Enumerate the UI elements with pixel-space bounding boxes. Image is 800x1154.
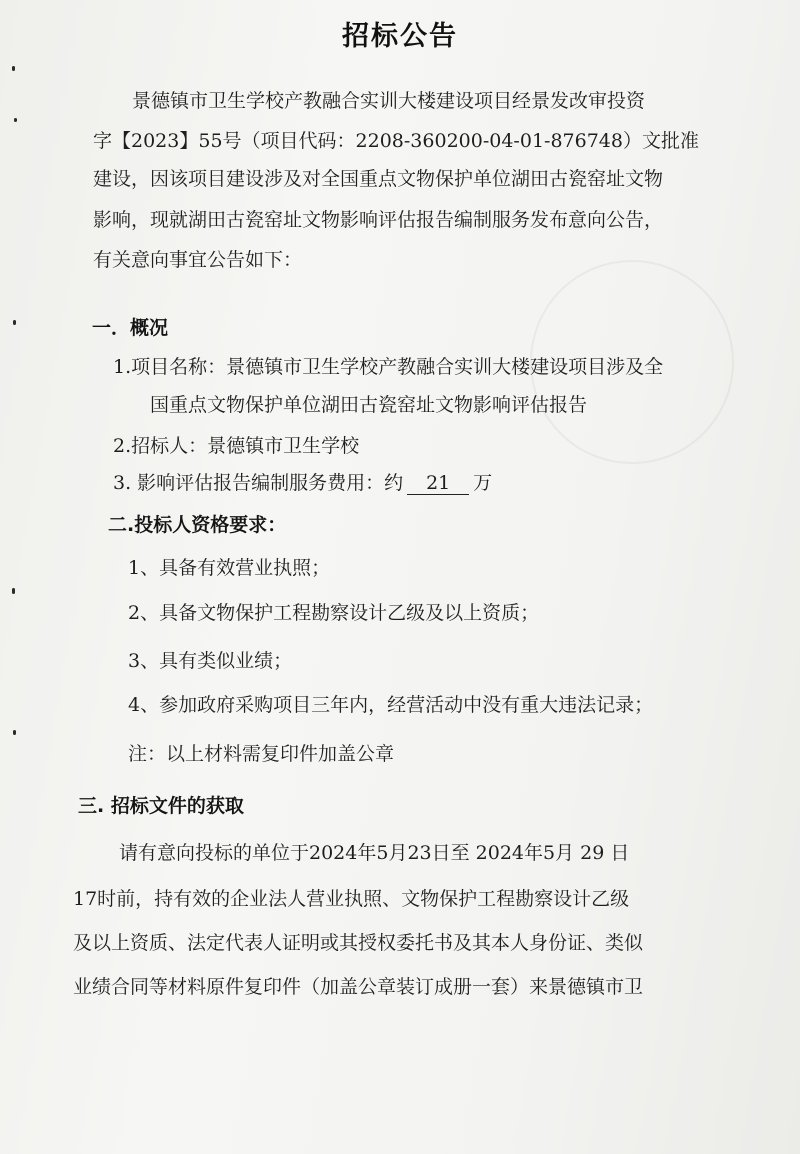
qualification-item: 1、具备有效营业执照； bbox=[128, 557, 331, 579]
overview-item-fee bbox=[113, 474, 492, 495]
intro-line: 景德镇市卫生学校产教融合实训大楼建设项目经景发改审投资 bbox=[132, 90, 646, 112]
qualification-item: 2、具备文物保护工程勘察设计乙级及以上资质； bbox=[128, 602, 540, 624]
binding-mark bbox=[13, 320, 16, 325]
qualification-item: 4、参加政府采购项目三年内，经营活动中没有重大违法记录； bbox=[128, 694, 654, 716]
overview-item-project-name: 1.项目名称：景德镇市卫生学校产教融合实训大楼建设项目涉及全 bbox=[113, 356, 664, 378]
intro-line: 建设，因该项目建设涉及对全国重点文物保护单位湖田古瓷窑址文物 bbox=[93, 168, 664, 190]
intro-line: 字【2023】55号（项目代码：2208-360200-04-01-876748）文批准 bbox=[93, 130, 699, 152]
binding-mark bbox=[12, 588, 15, 594]
fee-unit: 万 bbox=[473, 472, 493, 494]
intro-line: 有关意向事宜公告如下： bbox=[93, 249, 303, 271]
qualification-item: 3、具有类似业绩； bbox=[128, 650, 293, 672]
binding-mark bbox=[14, 118, 17, 122]
qualification-note: 注：以上材料需复印件加盖公章 bbox=[128, 743, 395, 765]
section-heading-qualifications: 二.投标人资格要求： bbox=[108, 514, 287, 536]
binding-mark bbox=[12, 66, 15, 71]
fee-amount: 21 bbox=[407, 474, 469, 495]
overview-item-project-name-cont: 国重点文物保护单位湖田古瓷窑址文物影响评估报告 bbox=[150, 394, 588, 416]
section-heading-documents: 三. 招标文件的获取 bbox=[78, 795, 244, 817]
page-title: 招标公告 bbox=[342, 21, 458, 52]
documents-paragraph-line: 17时前，持有效的企业法人营业执照、文物保护工程勘察设计乙级 bbox=[73, 888, 630, 910]
documents-paragraph-line: 请有意向投标的单位于2024年5月23日至 2024年5月 29 日 bbox=[119, 842, 630, 864]
fee-label: 3. 影响评估报告编制服务费用：约 bbox=[113, 472, 404, 494]
documents-paragraph-line: 及以上资质、法定代表人证明或其授权委托书及其本人身份证、类似 bbox=[73, 932, 644, 954]
overview-item-tenderer: 2.招标人：景德镇市卫生学校 bbox=[113, 435, 360, 457]
section-heading-overview: 一．概况 bbox=[92, 317, 169, 339]
documents-paragraph-line: 业绩合同等材料原件复印件（加盖公章装订成册一套）来景德镇市卫 bbox=[73, 976, 644, 998]
binding-mark bbox=[13, 730, 16, 735]
intro-line: 影响，现就湖田古瓷窑址文物影响评估报告编制服务发布意向公告， bbox=[93, 209, 664, 231]
